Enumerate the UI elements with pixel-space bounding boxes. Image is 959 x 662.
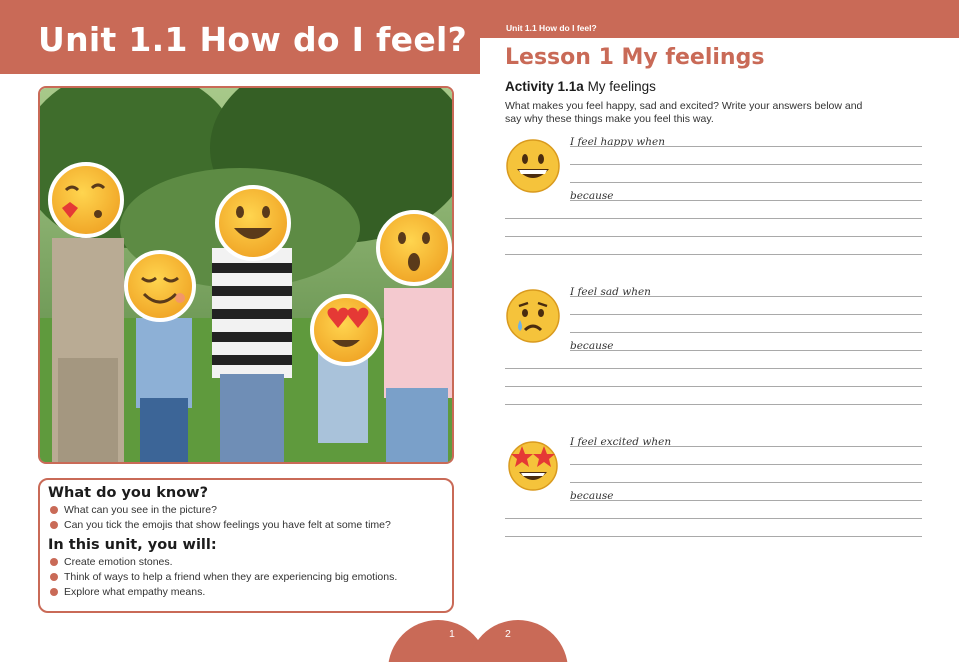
activity-name: My feelings xyxy=(587,79,656,94)
activity-title xyxy=(505,79,656,94)
list-item: Create emotion stones. xyxy=(50,556,444,568)
because-label: because xyxy=(570,190,614,202)
because-label: because xyxy=(570,490,614,502)
unit-goals-heading: In this unit, you will: xyxy=(48,537,217,553)
bullet-icon xyxy=(50,521,58,529)
bullet-icon xyxy=(50,506,58,514)
activity-label: Activity 1.1a xyxy=(505,79,584,94)
excited-prompt: I feel excited when xyxy=(570,436,672,448)
star-struck-face-emoji-icon xyxy=(505,436,561,492)
unit-title: Unit 1.1 How do I feel? xyxy=(38,20,468,59)
writing-line[interactable] xyxy=(505,386,922,387)
writing-line[interactable] xyxy=(570,500,922,501)
writing-line[interactable] xyxy=(505,536,922,537)
writing-line[interactable] xyxy=(505,518,922,519)
writing-line[interactable] xyxy=(505,368,922,369)
lesson-title: Lesson 1 My feelings xyxy=(505,45,765,70)
running-head: Unit 1.1 How do I feel? xyxy=(506,23,597,33)
page-number-right: 2 xyxy=(505,628,511,640)
sad-prompt: I feel sad when xyxy=(570,286,651,298)
writing-line[interactable] xyxy=(570,446,922,447)
bullet-icon xyxy=(50,573,58,581)
bullet-icon xyxy=(50,588,58,596)
list-item: Think of ways to help a friend when they are experiencing big emotions. xyxy=(50,571,444,583)
bullet-icon xyxy=(50,558,58,566)
writing-line[interactable] xyxy=(570,296,922,297)
know-heading: What do you know? xyxy=(48,485,208,501)
writing-line[interactable] xyxy=(570,332,922,333)
writing-line[interactable] xyxy=(570,350,922,351)
writing-line[interactable] xyxy=(570,482,922,483)
page-number-badge-right xyxy=(468,620,568,662)
grinning-face-emoji-icon xyxy=(505,138,561,194)
writing-line[interactable] xyxy=(570,146,922,147)
list-item: Can you tick the emojis that show feelings you have felt at some time? xyxy=(50,519,444,531)
writing-line[interactable] xyxy=(505,404,922,405)
writing-line[interactable] xyxy=(570,200,922,201)
writing-line[interactable] xyxy=(570,182,922,183)
writing-line[interactable] xyxy=(505,236,922,237)
list-item: Explore what empathy means. xyxy=(50,586,444,598)
writing-line[interactable] xyxy=(505,254,922,255)
crying-face-emoji-icon xyxy=(505,288,561,344)
family-emoji-photo xyxy=(38,86,454,464)
what-do-you-know-box xyxy=(38,478,454,613)
page-number-left: 1 xyxy=(449,628,455,640)
writing-line[interactable] xyxy=(570,164,922,165)
writing-line[interactable] xyxy=(570,464,922,465)
writing-line[interactable] xyxy=(570,314,922,315)
writing-line[interactable] xyxy=(505,218,922,219)
list-item: What can you see in the picture? xyxy=(50,504,444,516)
because-label: because xyxy=(570,340,614,352)
happy-prompt: I feel happy when xyxy=(570,136,665,148)
activity-instructions: What makes you feel happy, sad and excited? Write your answers below and say why these things make you feel this way. xyxy=(505,100,863,125)
